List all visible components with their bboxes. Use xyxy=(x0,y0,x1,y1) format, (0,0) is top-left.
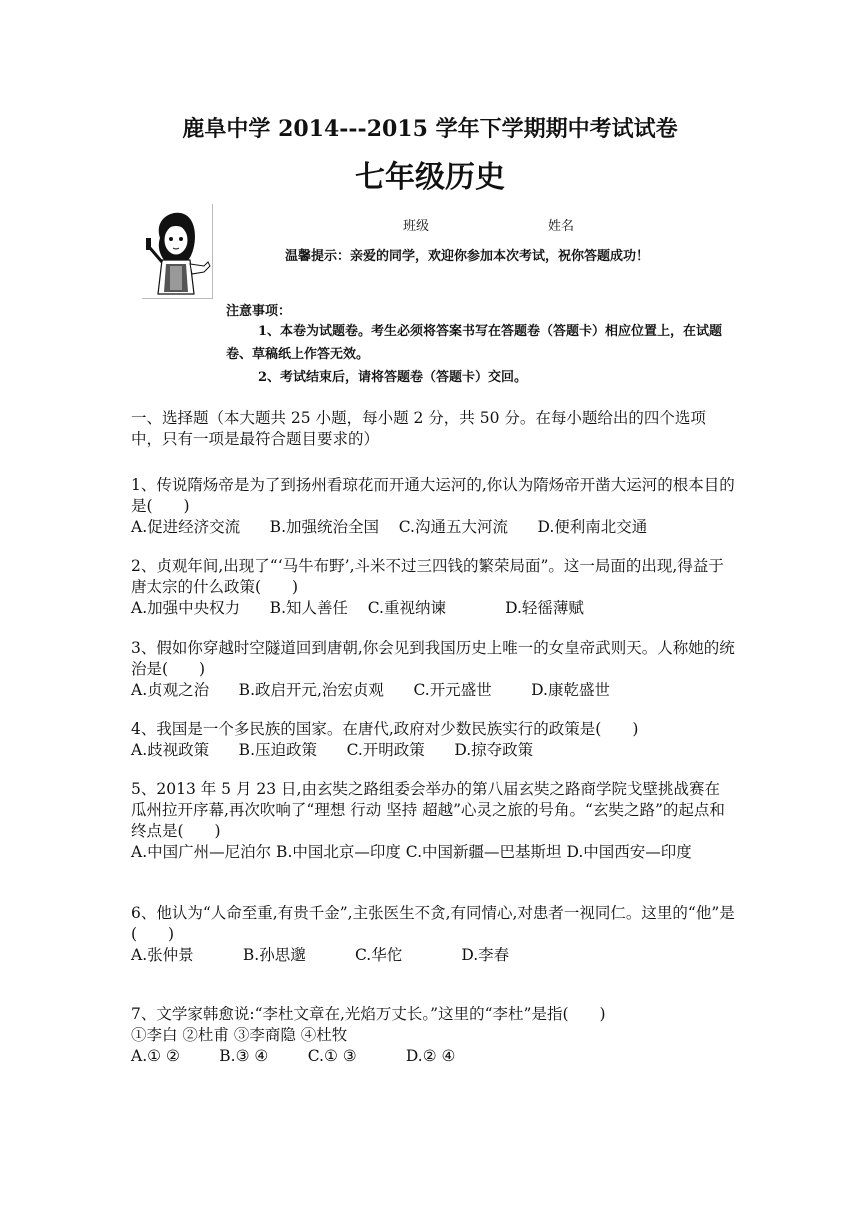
name-label: 姓名 xyxy=(548,219,575,234)
notice-heading: 注意事项： xyxy=(226,304,292,319)
section-heading: 一、选择题（本大题共 25 小题，每小题 2 分，共 50 分。在每小题给出的四个选项中，只有一项是最符合题目要求的） xyxy=(131,409,706,448)
question-5 xyxy=(131,779,735,863)
question-stem: 6、他认为“人命至重,有贵千金”,主张医生不贪,有同情心,对患者一视同仁。这里的“他”是( ) xyxy=(131,904,735,943)
class-label: 班级 xyxy=(403,219,430,234)
greeting-tip: 温馨提示：亲爱的同学，欢迎你参加本次考试，祝你答题成功！ xyxy=(285,249,650,264)
notice-item-1: 1、本卷为试题卷。考生必须将答案书写在答题卷（答题卡）相应位置上，在试题卷、草稿纸上作答无效。 xyxy=(226,324,723,362)
question-options: A.歧视政策 B.压迫政策 C.开明政策 D.掠夺政策 xyxy=(131,741,534,759)
question-2 xyxy=(131,556,735,619)
question-options: A.贞观之治 B.政启开元,治宏贞观 C.开元盛世 D.康乾盛世 xyxy=(131,681,610,699)
question-options: A.① ② B.③ ④ C.① ③ D.② ④ xyxy=(131,1047,456,1065)
question-1 xyxy=(131,475,735,538)
question-stem: 5、2013 年 5 月 23 日,由玄奘之路组委会举办的第八届玄奘之路商学院戈壁挑战赛在瓜州拉开序幕,再次吹响了“理想 行动 坚持 超越”心灵之旅的号角。“玄奘之路”的起点和终点是( ) xyxy=(131,780,725,840)
question-6 xyxy=(131,903,735,966)
question-sub-items: ①李白 ②杜甫 ③李商隐 ④杜牧 xyxy=(131,1026,348,1044)
question-options: A.加强中央权力 B.知人善任 C.重视纳谏 D.轻徭薄赋 xyxy=(131,599,584,617)
question-options: A.促进经济交流 B.加强统治全国 C.沟通五大河流 D.便利南北交通 xyxy=(131,518,648,536)
question-4 xyxy=(131,719,735,761)
question-stem: 3、假如你穿越时空隧道回到唐朝,你会见到我国历史上唯一的女皇帝武则天。人称她的统治是( ) xyxy=(131,639,735,678)
question-stem: 2、贞观年间,出现了“‘马牛布野’,斗米不过三四钱的繁荣局面”。这一局面的出现,得益于唐太宗的什么政策( ) xyxy=(131,557,724,596)
question-7 xyxy=(131,1004,735,1067)
mascot-drawing xyxy=(142,204,212,298)
question-options: A.中国广州—尼泊尔 B.中国北京—印度 C.中国新疆—巴基斯坦 D.中国西安—印度 xyxy=(131,843,692,861)
exam-subtitle: 七年级历史 xyxy=(355,160,505,195)
question-options: A.张仲景 B.孙思邈 C.华佗 D.李春 xyxy=(131,946,510,964)
mascot-girl-illustration xyxy=(142,204,213,299)
notice-item-2: 2、考试结束后，请将答题卷（答题卡）交回。 xyxy=(258,370,528,385)
question-3 xyxy=(131,638,735,701)
exam-title: 鹿阜中学 2014---2015 学年下学期期中考试试卷 xyxy=(182,116,678,142)
question-stem: 7、文学家韩愈说:“李杜文章在,光焰万丈长。”这里的“李杜”是指( ) xyxy=(131,1005,606,1023)
question-stem: 4、我国是一个多民族的国家。在唐代,政府对少数民族实行的政策是( ) xyxy=(131,720,639,738)
question-stem: 1、传说隋炀帝是为了到扬州看琼花而开通大运河的,你认为隋炀帝开凿大运河的根本目的是( ) xyxy=(131,476,735,515)
